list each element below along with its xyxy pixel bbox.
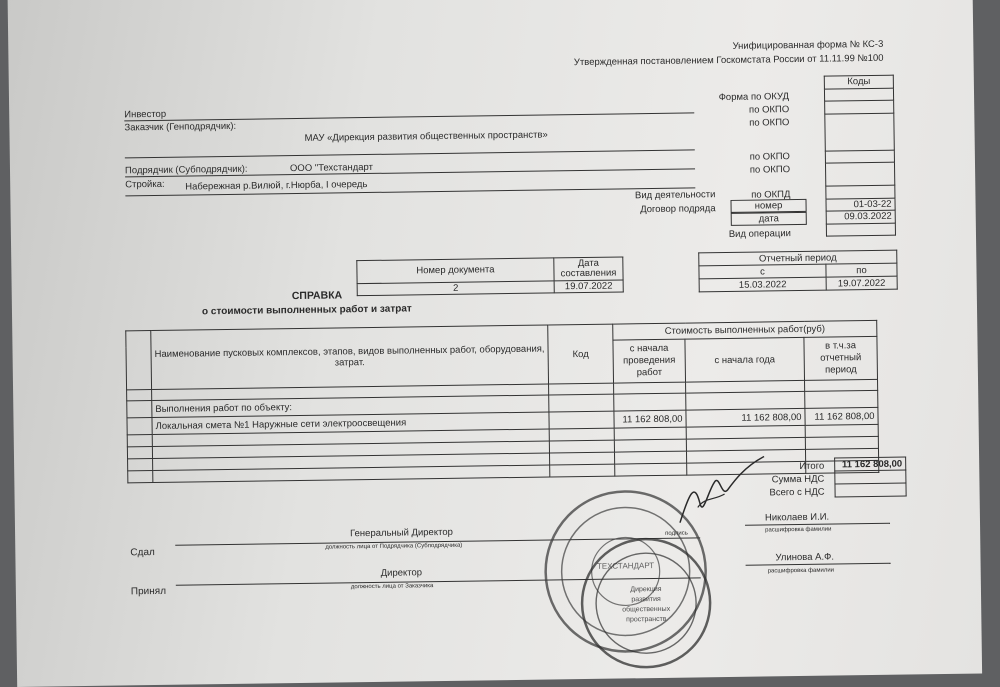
period-header: Отчетный период (699, 250, 897, 266)
customer-value: МАУ «Дирекция развития общественных пространств» (304, 129, 548, 144)
svg-text:общественных: общественных (622, 605, 671, 614)
okpo-label-4: по ОКПО (749, 164, 791, 176)
svg-text:развития: развития (631, 595, 661, 604)
col-cost-header: Стоимость выполненных работ(руб) (613, 320, 877, 340)
table-row: Выполнения работ по объекту: (127, 390, 878, 417)
period-to-value: 19.07.2022 (826, 276, 897, 290)
investor-label: Инвестор (124, 108, 167, 121)
total-label: Итого (799, 460, 825, 473)
table-row: Локальная смета №1 Наружные сети электроосвещения 11 162 808,00 11 162 808,00 11 162 808,00 (127, 407, 878, 434)
number-label: номер (730, 199, 806, 213)
date-label: дата (731, 212, 807, 226)
contract-date-value: 09.03.2022 (826, 210, 895, 223)
site-label: Стройка: (125, 178, 165, 191)
doc-subtitle: о стоимости выполненных работ и затрат (201, 303, 412, 318)
col-name-header: Наименование пусковых комплексов, этапов, видов выполненных работ, оборудования, затрат. (151, 325, 549, 390)
okpd-label: по ОКПД (751, 189, 791, 201)
handwritten-signature (669, 451, 770, 532)
site-value: Набережная р.Вилюй, г.Нюрба, I очередь (185, 179, 368, 193)
customer-stamp (575, 532, 717, 674)
total-value: 11 162 808,00 (835, 457, 906, 471)
period-to-label: по (826, 263, 897, 277)
accepted-position: Директор (380, 567, 423, 579)
customer-label: Заказчик (Генподрядчик): (124, 120, 237, 134)
reporting-period-box (698, 250, 898, 293)
codes-box (824, 75, 896, 237)
activity-label: Вид деятельности (634, 189, 716, 202)
doc-number-value: 2 (357, 281, 554, 296)
signature-caption-1: подпись (665, 530, 688, 537)
okpo-label-3: по ОКПО (749, 151, 790, 163)
col-year-header: с начала года (685, 337, 805, 382)
form-approval: Утвержденная постановлением Госкомстата России от 11.11.99 №100 (573, 52, 884, 69)
col-period-header: в т.ч.за отчетный период (804, 336, 878, 380)
doc-date-value: 19.07.2022 (554, 280, 623, 293)
contract-number-value: 01-03-22 (826, 198, 895, 211)
col-start-header: с начала проведения работ (613, 339, 686, 383)
codes-header: Коды (824, 75, 893, 88)
svg-text:пространств: пространств (626, 615, 667, 624)
doc-date-header: Дата составления (554, 257, 623, 281)
operation-label: Вид операции (728, 228, 792, 240)
okpo-label-1: по ОКПО (748, 104, 790, 116)
period-from-value: 15.03.2022 (699, 277, 826, 292)
accepted-position-caption: должность лица от Заказчика (350, 583, 434, 591)
vat-label: Сумма НДС (771, 473, 825, 486)
form-name: Унифицированная форма № КС-3 (732, 38, 884, 52)
doc-title: СПРАВКА (291, 289, 343, 303)
document-number-box (356, 256, 623, 296)
contract-label: Договор подряда (640, 203, 716, 216)
handed-position: Генеральный Директор (350, 526, 453, 540)
accepted-name: Улинова А.Ф. (775, 551, 835, 564)
contractor-label: Подрядчик (Субподрядчик): (124, 163, 248, 177)
handed-position-caption: должность лица от Подрядчика (Субподрядчика) (325, 542, 463, 551)
document-page (7, 0, 982, 687)
accepted-label: Принял (130, 585, 167, 598)
doc-number-header: Номер документа (357, 258, 554, 284)
col-code-header: Код (548, 324, 614, 384)
svg-text:ТЕХСТАНДАРТ: ТЕХСТАНДАРТ (596, 561, 655, 571)
okud-label: Форма по ОКУД (718, 91, 790, 104)
period-from-label: с (699, 264, 826, 279)
svg-text:Дирекция: Дирекция (630, 585, 662, 594)
accepted-name-caption: расшифровка фамилии (767, 567, 835, 575)
handed-name: Николаев И.И. (764, 511, 830, 524)
total-vat-label: Всего с НДС (769, 486, 825, 499)
handed-label: Сдал (130, 547, 155, 559)
okpo-label-2: по ОКПО (749, 117, 790, 129)
handed-name-caption: расшифровка фамилии (765, 526, 832, 534)
contractor-value: ООО "Техстандарт (289, 161, 374, 175)
totals-box (834, 457, 907, 498)
